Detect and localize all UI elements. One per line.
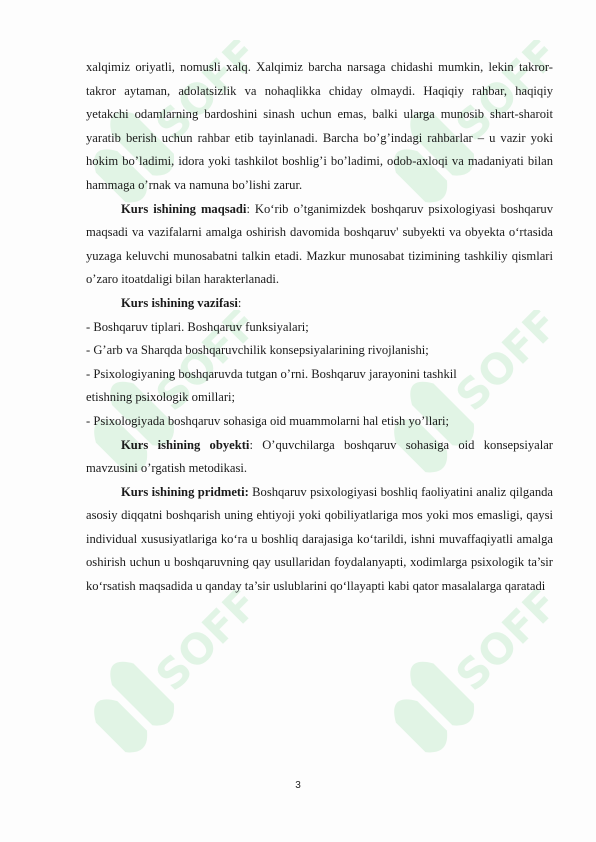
- subject-heading: Kurs ishining pridmeti:: [121, 484, 249, 499]
- body-paragraph: xalqimiz oriyatli, nomusli xalq. Xalqimiz barcha narsaga chidashi mumkin, lekin takror-takror aytaman, adolatsizlik va nohaqlikka chiday olmaydi. Haqiqiy rahbar, haqiqiy yetakchi odamlarning bardoshini sinash uchun emas, balki ularga munosib shart-sharoit yaratib berish uchun rahbar etib tayinlanadi. Barcha bo’g’indagi rahbarlar – u vazir yoki hokim bo’ladimi, idora yoki tashkilot boshlig’i bo’ladimi, odob-axloqi va madaniyati bilan hammaga o’rnak va namuna bo’lishi zarur.: [86, 60, 553, 192]
- page-number: 3: [295, 780, 301, 791]
- task-list-item: - Psixologiyada boshqaruv sohasiga oid muammolarni hal etish yo’llari;: [86, 413, 450, 428]
- tasks-paragraph: [86, 292, 553, 316]
- tasks-colon: :: [237, 295, 242, 310]
- object-paragraph: [86, 434, 553, 481]
- object-heading: Kurs ishining obyekti: [121, 437, 250, 452]
- task-list-item-continuation: etishning psixologik omillari;: [86, 390, 236, 405]
- task-list-item: - G’arb va Sharqda boshqaruvchilik konsepsiyalarining rivojlanishi;: [86, 343, 429, 358]
- task-list-item: - Boshqaruv tiplari. Boshqaruv funksiyalari;: [86, 319, 309, 334]
- goal-text: : Ko‘rib o’tganimizdek boshqaruv psixologiyasi boshqaruv maqsadi va vazifalarni amalga oshirish davomida boshqaruv' subyekti va obyekta o‘rtasida yuzaga keluvchi munosabatni talkin etadi. Mazkur munosabat tizimining tashkiliy qismlari o’zaro itoatdaligi bilan harakterlanadi.: [86, 201, 553, 287]
- object-text: : O’quvchilarga boshqaruv sohasiga oid konsepsiyalar mavzusini o’rgatish metodikasi.: [86, 437, 553, 476]
- subject-paragraph: [86, 481, 553, 599]
- document-body: [86, 56, 553, 599]
- subject-text: Boshqaruv psixologiyasi boshliq faoliyatini analiz qilganda asosiy diqqatni boshqarish uning ehtiyoji yoki qobiliyatlariga mos yoki mos emasligi, qaysi individual xususiyatlariga ko‘ra u boshliq darajasiga ko‘tarildi, ishni muvaffaqiyatli amalga oshirish uchun u boshqaruvning qay usullaridan foydalanyapti, xodimlarga psixologik ta’sir ko‘rsatish maqsadida u qanday ta’sir uslublarini qo‘llayapti kabi qator masalalarga qaratadi: [86, 484, 553, 594]
- tasks-heading: Kurs ishining vazifasi: [121, 295, 238, 310]
- goal-heading: Kurs ishining maqsadi: [121, 201, 247, 216]
- task-list-item: - Psixologiyaning boshqaruvda tutgan o’rni. Boshqaruv jarayonini tashkil: [86, 366, 457, 381]
- goal-paragraph: [86, 198, 553, 292]
